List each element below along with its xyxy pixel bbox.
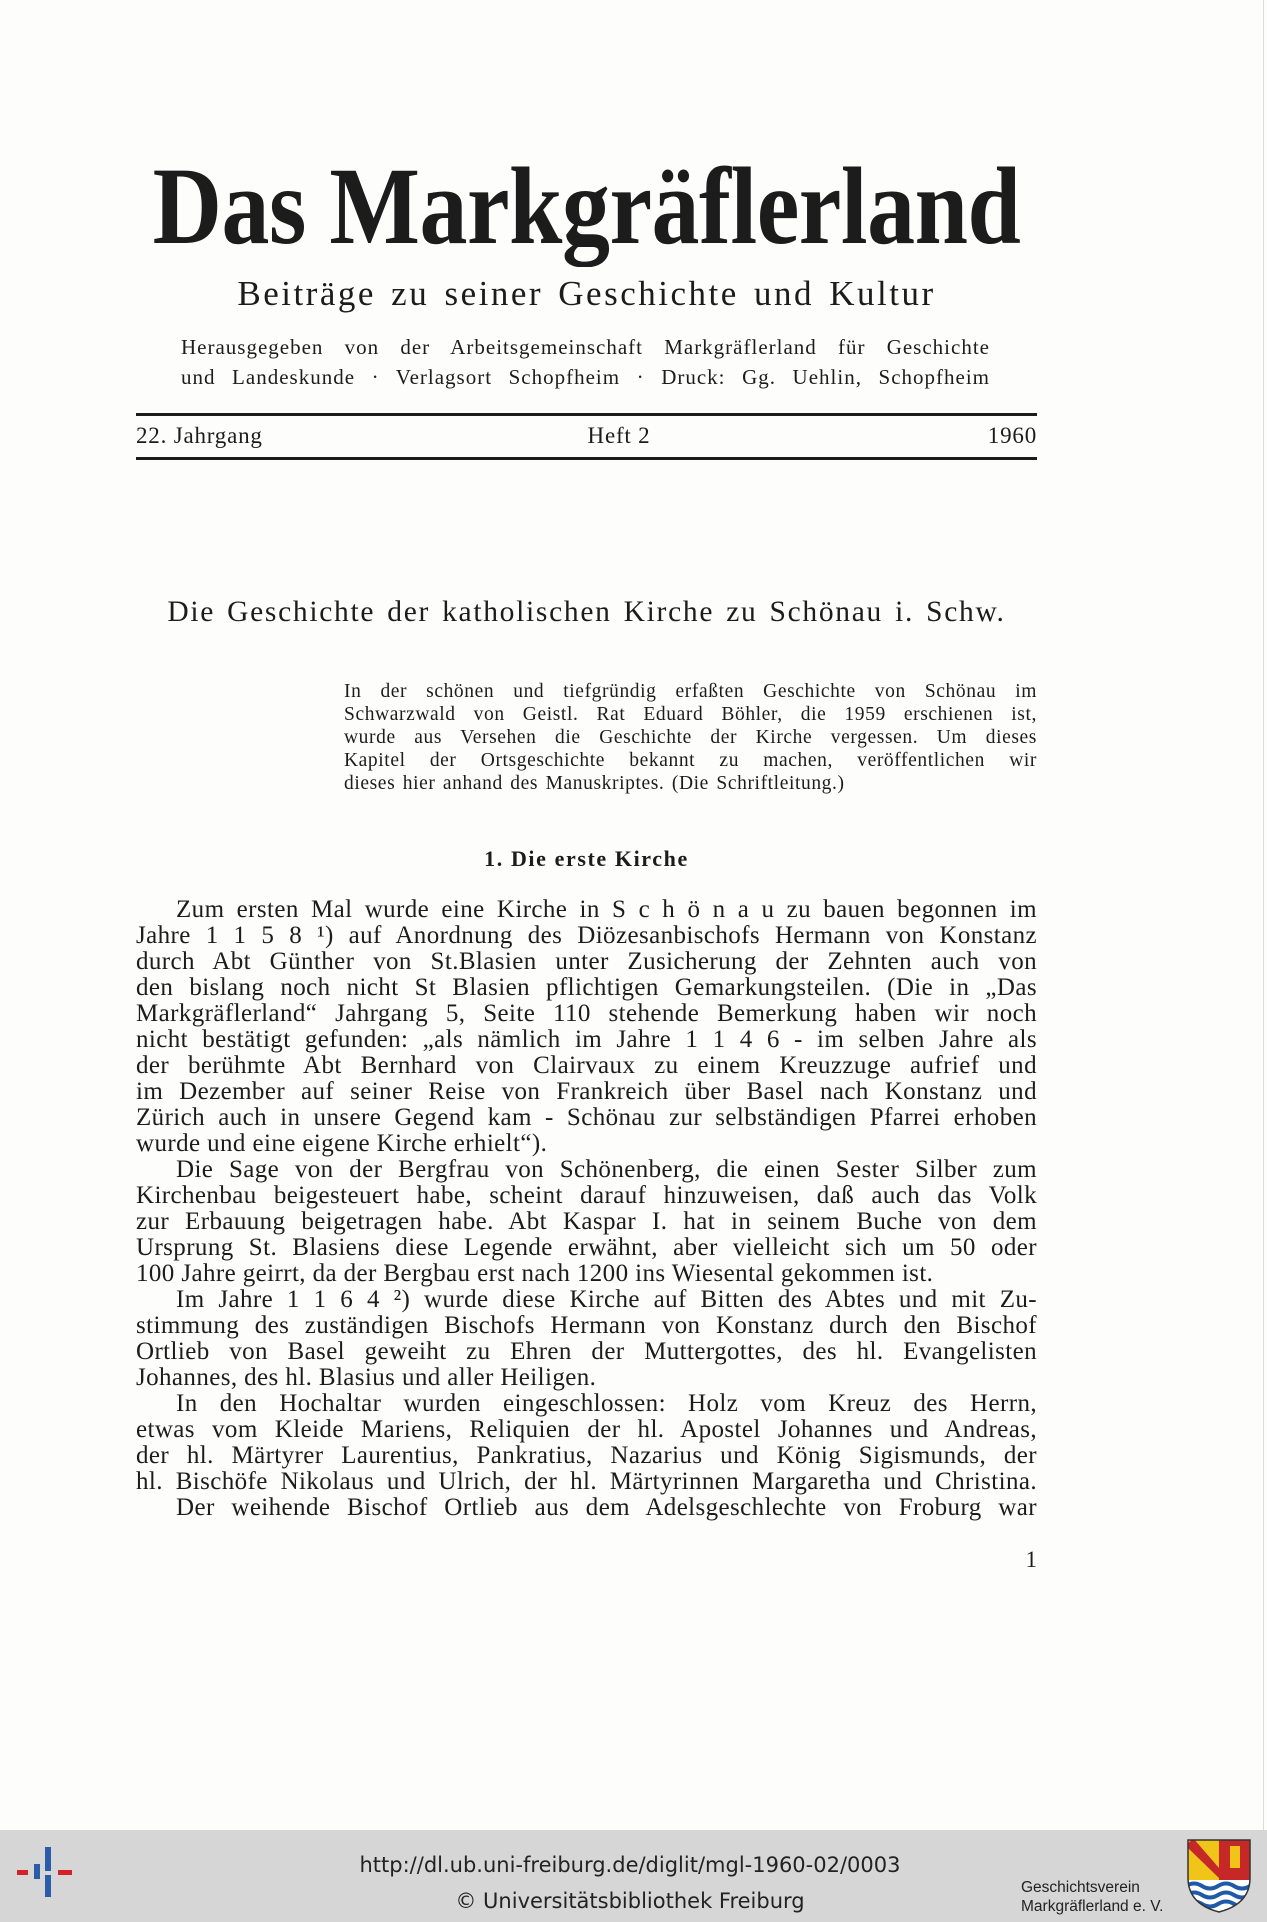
body-line: Johannes, des hl. Blasius und aller Heiligen.	[136, 1364, 597, 1391]
editorial-note-line: wurde aus Versehen die Geschichte der Kirche vergessen. Um dieses	[344, 727, 1037, 748]
body-line: durch Abt Günther von St.Blasien unter Zusicherung der Zehnten auch von	[136, 948, 1037, 975]
issue-label: Heft 2	[587, 423, 651, 448]
body-line: Im Jahre 1 1 6 4 ²) wurde diese Kirche auf Bitten des Abtes und mit Zu-	[176, 1286, 1037, 1313]
society-name-line: Geschichtsverein	[1021, 1879, 1140, 1896]
publisher-line: Herausgegeben von der Arbeitsgemeinschaft Markgräflerland für Geschichte	[181, 335, 990, 359]
editorial-note-line: Kapitel der Ortsgeschichte bekannt zu machen, veröffentlichen wir	[344, 750, 1037, 771]
crest-gold-emblem	[1230, 1846, 1240, 1868]
section-heading: 1. Die erste Kirche	[484, 846, 689, 871]
logo-red-dash-left	[17, 1870, 28, 1875]
logo-blue-bar-short	[34, 1864, 40, 1879]
logo-red-dash-right	[58, 1870, 72, 1875]
editorial-note-line: In der schönen und tiefgründig erfaßten Geschichte von Schönau im	[344, 681, 1037, 702]
coat-of-arms-icon	[1186, 1838, 1252, 1914]
body-line: Der weihende Bischof Ortlieb aus dem Adelsgeschlechte von Froburg war	[176, 1494, 1037, 1521]
body-line: der hl. Märtyrer Laurentius, Pankratius, Nazarius und König Sigismunds, der	[136, 1442, 1037, 1469]
body-line: 100 Jahre geirrt, da der Bergbau erst nach 1200 ins Wiesental gekommen ist.	[136, 1260, 934, 1287]
body-line: den bislang noch nicht St Blasien pflichtigen Gemarkungsteilen. (Die in „Das	[136, 974, 1037, 1001]
body-line: stimmung des zuständigen Bischofs Hermann von Konstanz durch den Bischof	[136, 1312, 1037, 1339]
body-line: nicht bestätigt gefunden: „als nämlich im Jahre 1 1 4 6 - im selben Jahre als	[136, 1026, 1037, 1053]
permalink-url[interactable]: http://dl.ub.uni-freiburg.de/diglit/mgl-1960-02/0003	[359, 1853, 901, 1877]
year-label: 1960	[987, 423, 1037, 448]
page-edge-line	[1263, 0, 1264, 1830]
body-line: der berühmte Abt Bernhard von Clairvaux zu einem Kreuzzuge aufrief und	[136, 1052, 1037, 1079]
logo-blue-bar-upper	[45, 1847, 51, 1871]
page-number: 1	[1025, 1547, 1037, 1572]
journal-subtitle: Beiträge zu seiner Geschichte und Kultur	[237, 274, 936, 313]
editorial-note-line: dieses hier anhand des Manuskriptes. (Die Schriftleitung.)	[344, 773, 845, 794]
volume-label: 22. Jahrgang	[136, 423, 263, 448]
journal-title-text: Das Markgräflerland	[152, 143, 1021, 267]
editorial-note-line: Schwarzwald von Geistl. Rat Eduard Böhler, die 1959 erschienen ist,	[344, 704, 1037, 725]
digital-library-footer	[0, 1830, 1267, 1922]
journal-title	[100, 143, 1073, 267]
header-rule-top	[136, 413, 1037, 416]
header-rule-bottom	[136, 457, 1037, 460]
copyright-notice: © Universitätsbibliothek Freiburg	[455, 1889, 805, 1913]
body-line: im Dezember auf seiner Reise von Frankreich über Basel nach Konstanz und	[136, 1078, 1037, 1105]
body-line: Zum ersten Mal wurde eine Kirche in S c h ö n a u zu bauen begonnen im	[176, 896, 1037, 923]
body-line: hl. Bischöfe Nikolaus und Ulrich, der hl. Märtyrinnen Margaretha und Christina.	[136, 1468, 1037, 1495]
body-line: In den Hochaltar wurden eingeschlossen: Holz vom Kreuz des Herrn,	[176, 1390, 1037, 1417]
body-line: Kirchenbau beigesteuert habe, scheint darauf hinzuweisen, daß auch das Volk	[136, 1182, 1037, 1209]
body-line: zur Erbauung beigetragen habe. Abt Kaspar I. hat in seinem Buche von dem	[136, 1208, 1037, 1235]
ub-freiburg-logo-icon	[17, 1844, 77, 1900]
body-line: Zürich auch in unsere Gegend kam - Schönau zur selbständigen Pfarrei erhoben	[136, 1104, 1037, 1131]
body-line: Die Sage von der Bergfrau von Schönenberg, die einen Sester Silber zum	[176, 1156, 1037, 1183]
body-line: Jahre 1 1 5 8 ¹) auf Anordnung des Diözesanbischofs Hermann von Konstanz	[136, 922, 1037, 949]
publisher-line: und Landeskunde · Verlagsort Schopfheim · Druck: Gg. Uehlin, Schopfheim	[181, 364, 990, 389]
body-line: wurde und eine eigene Kirche erhielt“).	[136, 1130, 548, 1157]
logo-blue-bar-lower	[45, 1875, 51, 1897]
body-line: Ursprung St. Blasiens diese Legende erwähnt, aber vielleicht sich um 50 oder	[136, 1234, 1037, 1261]
article-title: Die Geschichte der katholischen Kirche zu Schönau i. Schw.	[167, 596, 1006, 628]
society-name	[1021, 1878, 1163, 1916]
article-body	[136, 897, 1037, 1521]
publisher-info	[181, 333, 990, 392]
body-line: Markgräflerland“ Jahrgang 5, Seite 110 stehende Bemerkung haben wir noch	[136, 1000, 1037, 1027]
society-name-line: Markgräflerland e. V.	[1021, 1898, 1164, 1915]
editorial-note	[344, 680, 1037, 795]
body-line: Ortlieb von Basel geweiht zu Ehren der Muttergottes, des hl. Evangelisten	[136, 1338, 1037, 1365]
body-line: etwas vom Kleide Mariens, Reliquien der hl. Apostel Johannes und Andreas,	[136, 1416, 1037, 1443]
